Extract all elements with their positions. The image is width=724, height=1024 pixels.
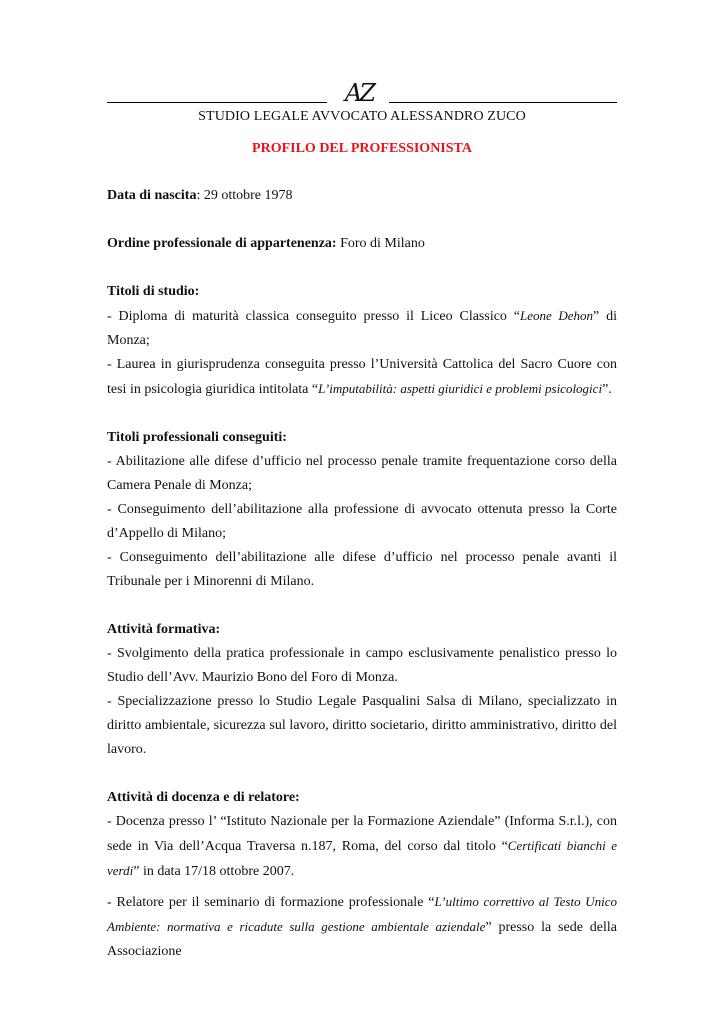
training-item: - Specializzazione presso lo Studio Legale Pasqualini Salsa di Milano, specializzato in diritto ambientale, sicurezza sul lavoro, diritto societario, diritto amministrativo, diritto del lavoro. (107, 694, 617, 757)
teaching-item-text: ” in data 17/18 ottobre 2007. (133, 864, 295, 879)
studies-item-text: ” di Monza; (107, 309, 617, 348)
birth-date-line (107, 184, 617, 208)
bar-order-value: Foro di Milano (336, 236, 425, 251)
letterhead (107, 80, 617, 130)
document-body (107, 184, 617, 964)
teaching-heading: Attività di docenza e di relatore: (107, 790, 300, 805)
professional-item: - Abilitazione alle difese d’ufficio nel processo penale tramite frequentazione corso della Camera Penale di Monza; (107, 454, 617, 493)
studies-heading: Titoli di studio: (107, 284, 200, 299)
teaching-item-text: - Docenza presso l’ “Istituto Nazionale per la Formazione Aziendale” (Informa S.r.l.), con sede in Via dell’Acqua Traversa n.187, Roma, del corso dal titolo “ (107, 814, 617, 854)
page-title: PROFILO DEL PROFESSIONISTA (252, 141, 472, 156)
studies-item-italic: L’imputabilità: aspetti giuridici e problemi psicologici (318, 381, 603, 396)
studies-item-text: - Laurea in giurisprudenza conseguita presso l’Università Cattolica del Sacro Cuore con tesi in psicologia giuridica intitolata “ (107, 357, 617, 397)
professional-item: - Conseguimento dell’abilitazione alla professione di avvocato ottenuta presso la Corte d’Appello di Milano; (107, 502, 617, 541)
monogram-logo: AZ (344, 79, 373, 107)
training-item: - Svolgimento della pratica professionale in campo esclusivamente penalistico presso lo Studio dell’Avv. Maurizio Bono del Foro di Monza. (107, 646, 617, 685)
professional-heading: Titoli professionali conseguiti: (107, 430, 287, 445)
bar-order-line (107, 232, 617, 256)
studies-item (107, 353, 617, 402)
teaching-item (107, 810, 617, 884)
birth-date-value: : 29 ottobre 1978 (196, 188, 293, 203)
birth-date-label: Data di nascita (107, 188, 197, 203)
professional-item: - Conseguimento dell’abilitazione alle difese d’ufficio nel processo penale avanti il Tribunale per i Minorenni di Milano. (107, 550, 617, 589)
studies-item-text: - Diploma di maturità classica conseguito presso il Liceo Classico “ (107, 309, 520, 324)
firm-name: STUDIO LEGALE AVVOCATO ALESSANDRO ZUCO (198, 109, 526, 124)
teaching-item-italic: L’ultimo correttivo al Testo Unico Ambiente: normativa e ricadute sulla gestione ambientale aziendale (107, 894, 617, 934)
studies-item-text: ”. (602, 382, 612, 397)
bar-order-label: Ordine professionale di appartenenza: (107, 236, 337, 251)
training-heading: Attività formativa: (107, 622, 221, 637)
header-rule-right (389, 102, 617, 103)
studies-item-italic: Leone Dehon (520, 308, 594, 323)
teaching-item-text: ” presso la sede della Associazione (107, 920, 617, 959)
teaching-item-italic: Certificati bianchi e verdi (107, 838, 617, 878)
teaching-item-text: - Relatore per il seminario di formazione professionale “ (107, 895, 435, 910)
teaching-item (107, 890, 617, 964)
studies-item (107, 304, 617, 353)
header-rule-left (107, 102, 327, 103)
